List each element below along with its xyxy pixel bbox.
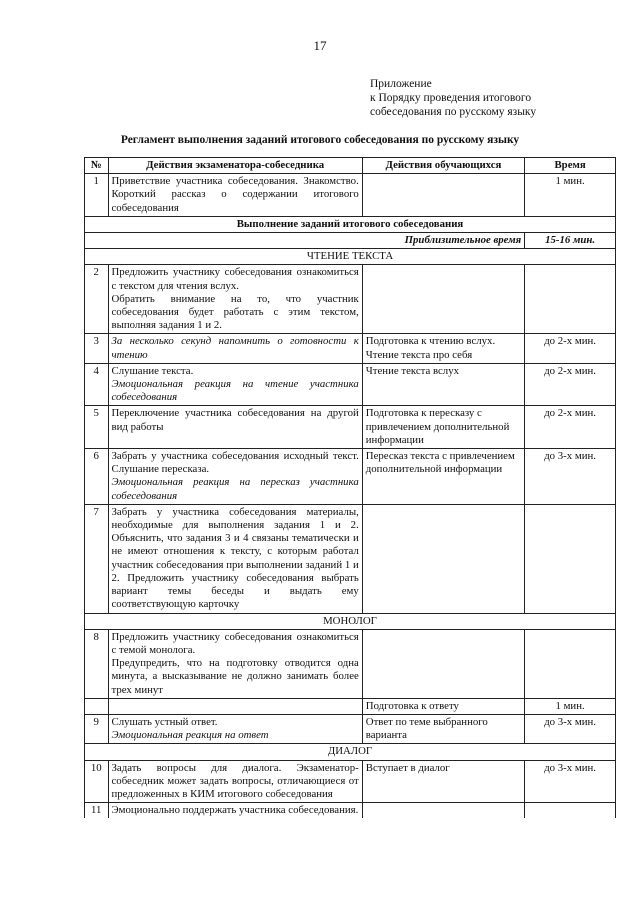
- table-row: [85, 363, 616, 406]
- row-num: 5: [85, 406, 109, 449]
- examiner-action: [108, 265, 362, 334]
- time-cell: до 3-х мин.: [525, 714, 616, 743]
- row-num: 7: [85, 504, 109, 613]
- student-text: Чтение текста про себя: [365, 348, 473, 361]
- row-num: 9: [85, 714, 109, 743]
- student-text: Подготовка к чтению вслух.: [365, 335, 496, 348]
- student-action: Ответ по теме выбранного варианта: [362, 714, 524, 743]
- examiner-text: Эмоциональная реакция на ответ: [111, 729, 269, 742]
- row-num: 10: [85, 760, 109, 803]
- examiner-action: [108, 363, 362, 406]
- section-row-main: [85, 216, 616, 232]
- row-num: 2: [85, 265, 109, 334]
- table-row: [85, 714, 616, 743]
- table-row: [85, 504, 616, 613]
- examiner-text: Предложить участнику собеседования ознакомиться с текстом для чтения вслух.: [111, 266, 359, 292]
- table-row: [85, 406, 616, 449]
- time-cell: до 2-х мин.: [525, 334, 616, 363]
- section-row-dialog: [85, 744, 616, 760]
- row-num: 3: [85, 334, 109, 363]
- examiner-action: Переключение участника собеседования на другой вид работы: [108, 406, 362, 449]
- examiner-action: За несколько секунд напомнить о готовности к чтению: [108, 334, 362, 363]
- header-time: Время: [525, 158, 616, 174]
- time-cell: до 3-х мин.: [525, 449, 616, 505]
- header-num: №: [85, 158, 109, 174]
- student-action: Пересказ текста с привлечением дополнительной информации: [362, 449, 524, 505]
- table-row: [85, 698, 616, 714]
- row-num: 11: [85, 803, 109, 819]
- table-row: [85, 803, 616, 819]
- table-row: [85, 174, 616, 217]
- section-row-reading: [85, 249, 616, 265]
- header-examiner: Действия экзаменатора-собеседника: [108, 158, 362, 174]
- examiner-action: [108, 629, 362, 698]
- student-action: [362, 174, 524, 217]
- time-cell: до 2-х мин.: [525, 363, 616, 406]
- section-title: Выполнение заданий итогового собеседования: [85, 216, 616, 232]
- appendix-note: [370, 77, 536, 119]
- document-title: Регламент выполнения заданий итогового собеседования по русскому языку: [120, 134, 520, 146]
- student-action: Подготовка к ответу: [362, 698, 524, 714]
- examiner-action: [108, 698, 362, 714]
- student-action: Чтение текста вслух: [362, 363, 524, 406]
- appendix-line: собеседования по русскому языку: [370, 106, 537, 118]
- student-action: Подготовка к пересказу с привлечением дополнительной информации: [362, 406, 524, 449]
- table-row: [85, 760, 616, 803]
- row-num: 4: [85, 363, 109, 406]
- row-num: 8: [85, 629, 109, 698]
- student-action: Вступает в диалог: [362, 760, 524, 803]
- table-row: [85, 449, 616, 505]
- examiner-action: Приветствие участника собеседования. Знакомство. Короткий рассказ о содержании итогового собеседования: [108, 174, 362, 217]
- appendix-line: к Порядку проведения итогового: [370, 92, 532, 104]
- examiner-text: Эмоциональная реакция на чтение участника собеседования: [111, 378, 359, 404]
- examiner-action: Забрать у участника собеседования материалы, необходимые для выполнения задания 1 и 2. Объяснить, что задания 3 и 4 связаны тематически и не имеют отношения к тексту, с которым работал участник собеседования при выполнении заданий 1 и 2. Предложить участнику собеседования выбрать вариант темы беседы и выдать ему соответствующую карточку: [108, 504, 362, 613]
- table-row: [85, 265, 616, 334]
- row-num: [85, 698, 109, 714]
- examiner-action: [108, 449, 362, 505]
- examiner-action: Задать вопросы для диалога. Экзаменатор-собеседник может задать вопросы, отличающиеся от предложенных в КИМ итогового собеседования: [108, 760, 362, 803]
- header-student: Действия обучающихся: [362, 158, 524, 174]
- student-action: [362, 629, 524, 698]
- row-num: 1: [85, 174, 109, 217]
- approx-time-label: Приблизительное время: [85, 233, 525, 249]
- time-cell: 1 мин.: [525, 698, 616, 714]
- section-title: ДИАЛОГ: [85, 744, 616, 760]
- table-row: [85, 334, 616, 363]
- page-number: 17: [313, 38, 327, 53]
- student-action: [362, 504, 524, 613]
- section-row-monolog: [85, 613, 616, 629]
- examiner-text: Предложить участнику собеседования ознакомиться с темой монолога.: [111, 630, 359, 656]
- examiner-text: Предупредить, что на подготовку отводится одна минута, а высказывание не должно занимать более трех минут: [111, 657, 359, 696]
- time-cell: до 3-х мин.: [525, 760, 616, 803]
- approx-time-row: [85, 233, 616, 249]
- time-cell: [525, 504, 616, 613]
- section-title: МОНОЛОГ: [85, 613, 616, 629]
- examiner-text: Эмоциональная реакция на пересказ участника собеседования: [111, 476, 359, 502]
- time-cell: 1 мин.: [525, 174, 616, 217]
- examiner-text: Обратить внимание на то, что участник собеседования будет работать с этим текстом, выполняя задания 1 и 2.: [111, 292, 359, 332]
- time-cell: до 2-х мин.: [525, 406, 616, 449]
- examiner-action: Эмоционально поддержать участника собеседования.: [108, 803, 362, 819]
- student-action: [362, 265, 524, 334]
- regulation-table: [84, 157, 616, 818]
- row-num: 6: [85, 449, 109, 505]
- examiner-text: Забрать у участника собеседования исходный текст. Слушание пересказа.: [111, 450, 359, 476]
- section-title: ЧТЕНИЕ ТЕКСТА: [85, 249, 616, 265]
- examiner-text: Слушать устный ответ.: [111, 715, 218, 728]
- time-cell: [525, 265, 616, 334]
- student-action: [362, 334, 524, 363]
- time-cell: [525, 629, 616, 698]
- examiner-text: Слушание текста.: [111, 364, 194, 377]
- approx-time-value: 15-16 мин.: [525, 233, 616, 249]
- table-row: [85, 629, 616, 698]
- table-header-row: [85, 158, 616, 174]
- time-cell: [525, 803, 616, 819]
- appendix-line: Приложение: [370, 78, 432, 90]
- examiner-action: [108, 714, 362, 743]
- student-action: [362, 803, 524, 819]
